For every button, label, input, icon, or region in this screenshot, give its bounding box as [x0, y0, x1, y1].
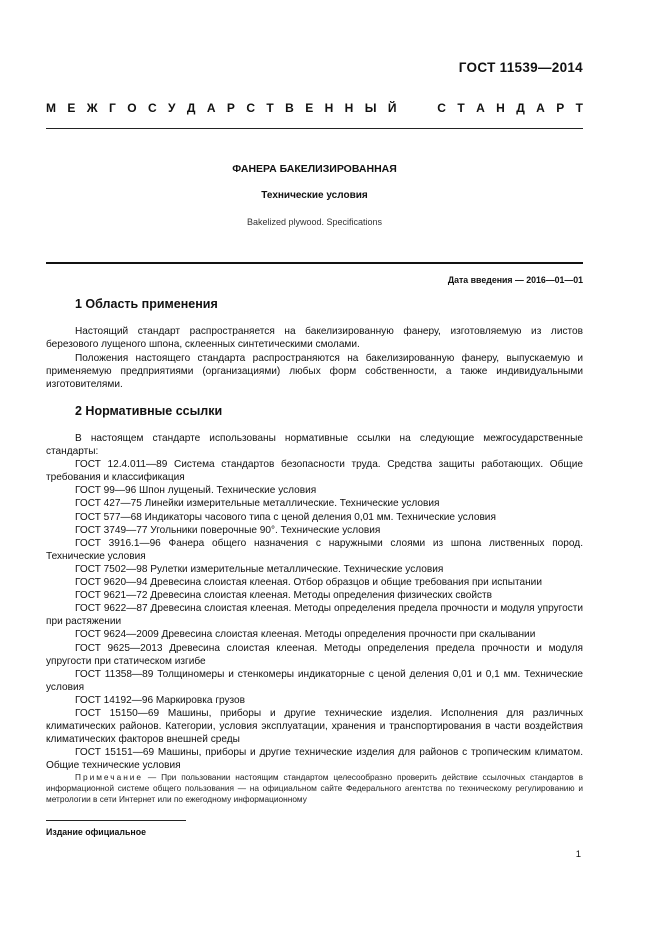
reference-item: ГОСТ 577—68 Индикаторы часового типа с ценой деления 0,01 мм. Технические условия — [75, 511, 496, 523]
banner-letter: А — [206, 101, 216, 115]
references-intro: В настоящем стандарте использованы нормативные ссылки на следующие межгосударственные стандарты: — [46, 433, 583, 458]
introduction-date: Дата введения — 2016—01—01 — [447, 275, 583, 285]
banner-letter: Е — [305, 101, 314, 115]
normative-references — [46, 432, 583, 772]
banner-letter: Д — [186, 101, 196, 115]
banner-letter: Н — [496, 101, 505, 115]
banner-letter: А — [476, 101, 485, 115]
note — [46, 772, 583, 805]
document-subtitle: Технические условия — [261, 190, 368, 201]
reference-item: ГОСТ 15151—69 Машины, приборы и другие технические изделия для районов с тропическим климатом. Общие технические условия — [46, 747, 583, 772]
banner-letter: О — [127, 101, 137, 115]
english-title: Bakelized plywood. Specifications — [246, 217, 383, 227]
banner-letter: Й — [387, 101, 397, 115]
gost-code: ГОСТ 11539—2014 — [458, 60, 583, 75]
header-divider — [46, 128, 583, 129]
banner-word-gap — [408, 101, 426, 115]
document-title: ФАНЕРА БАКЕЛИЗИРОВАННАЯ — [232, 163, 397, 175]
banner-letter: Д — [516, 101, 525, 115]
banner-letter: Т — [457, 101, 465, 115]
banner-letter: Н — [344, 101, 354, 115]
note-label: Примечание — [75, 772, 144, 782]
banner-letter: Р — [556, 101, 565, 115]
banner-letter: Ж — [86, 101, 98, 115]
reference-item: ГОСТ 9625—2013 Древесина слоистая клееная. Методы определения предела прочности и модуля упругости при статическом изгибе — [46, 642, 583, 667]
interstate-standard-banner — [46, 101, 583, 115]
reference-item: ГОСТ 14192—96 Маркировка грузов — [75, 694, 246, 706]
page-number: 1 — [575, 849, 581, 860]
banner-letter: У — [168, 101, 176, 115]
reference-item: ГОСТ 99—96 Шпон лущеный. Технические условия — [75, 485, 317, 497]
footer-divider — [46, 820, 186, 821]
title-divider — [46, 262, 583, 264]
banner-letter: Н — [324, 101, 334, 115]
section-1-paragraph: Настоящий стандарт распространяется на бакелизированную фанеру, изготовляемую из листов березового лущеного шпона, склеенных синтетическими смолами. — [46, 326, 583, 351]
reference-item: ГОСТ 11358—89 Толщиномеры и стенкомеры индикаторные с ценой деления 0,01 и 0,1 мм. Технические условия — [46, 668, 583, 693]
reference-item: ГОСТ 9624—2009 Древесина слоистая клееная. Методы определения прочности при скалывании — [75, 629, 536, 641]
reference-item: ГОСТ 3916.1—96 Фанера общего назначения с наружными слоями из шпона лиственных пород. Технические условия — [46, 537, 583, 562]
reference-item: ГОСТ 7502—98 Рулетки измерительные металлические. Технические условия — [75, 563, 444, 575]
banner-letter: Е — [67, 101, 76, 115]
banner-letter: С — [246, 101, 255, 115]
edition-label: Издание официальное — [46, 827, 146, 837]
banner-letter: Р — [226, 101, 235, 115]
banner-letter: В — [285, 101, 294, 115]
banner-letter: Т — [266, 101, 274, 115]
banner-letter: С — [147, 101, 157, 115]
reference-item: ГОСТ 9620—94 Древесина слоистая клееная. Отбор образцов и общие требования при испытании — [75, 577, 542, 589]
banner-letter: А — [536, 101, 545, 115]
section-1-heading: 1 Область применения — [75, 297, 218, 311]
reference-item: ГОСТ 15150—69 Машины, приборы и другие технические изделия. Исполнения для различных климатических районов. Категории, условия эксплуатации, хранения и транспортирования в части воздействия климатических факторов внешней среды — [46, 707, 583, 746]
section-2-heading: 2 Нормативные ссылки — [75, 404, 223, 418]
note-text: — При пользовании настоящим стандартом целесообразно проверить действие ссылочных стандартов в информационной системе общего пользования — на официальном сайте Федерального агентства по техническому регулированию и метрологии в сети Интернет или по ежегодному информационному — [46, 772, 583, 804]
banner-letter: М — [46, 101, 56, 115]
banner-letter: С — [437, 101, 446, 115]
reference-item: ГОСТ 9622—87 Древесина слоистая клееная. Методы определения предела прочности и модуля упругости при растяжении — [46, 603, 583, 628]
reference-item: ГОСТ 3749—77 Угольники поверочные 90°. Технические условия — [75, 524, 381, 536]
reference-item: ГОСТ 12.4.011—89 Система стандартов безопасности труда. Средства защиты работающих. Общие требования и классификация — [46, 459, 583, 484]
reference-item: ГОСТ 9621—72 Древесина слоистая клееная. Методы определения физических свойств — [75, 590, 493, 602]
banner-letter: Т — [575, 101, 583, 115]
banner-letter: Ы — [364, 101, 377, 115]
section-1-paragraph: Положения настоящего стандарта распространяются на бакелизированную фанеру, выпускаемую и применяемую предприятиями (организациями) любых форм собственности, а также индивидуальными изготовителями. — [46, 353, 583, 391]
reference-item: ГОСТ 427—75 Линейки измерительные металлические. Технические условия — [75, 498, 440, 510]
banner-letter: Г — [109, 101, 116, 115]
